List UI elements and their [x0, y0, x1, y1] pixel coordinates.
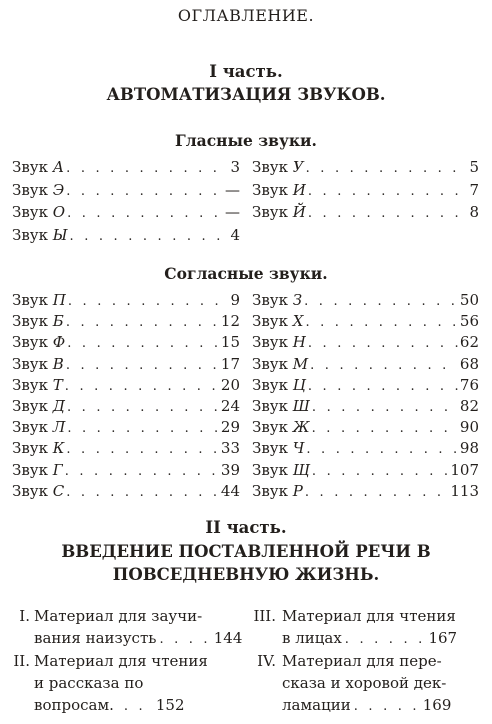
toc-entry	[12, 355, 240, 375]
toc-entry	[252, 397, 479, 417]
material-line: Материал для пере-	[282, 652, 442, 670]
entry-label	[12, 376, 63, 394]
leader-dots	[310, 358, 458, 373]
entry-prefix: Звук	[252, 375, 288, 394]
page-number: 56	[459, 312, 479, 331]
leader-dots	[66, 442, 219, 457]
entry-sound-letter: Ж	[292, 418, 310, 437]
toc-entry	[12, 418, 240, 438]
entry-label	[252, 461, 310, 479]
page-number: —	[225, 180, 240, 199]
page-number: 15	[220, 333, 240, 352]
page-number: 7	[469, 180, 479, 199]
entry-label	[12, 158, 64, 176]
vowels-heading: Гласные звуки.	[175, 131, 317, 150]
entry-prefix: Звук	[12, 439, 48, 458]
entry-prefix: Звук	[252, 158, 288, 176]
leader-dots	[65, 379, 219, 394]
entry-label	[252, 158, 304, 176]
entry-label	[12, 482, 64, 500]
entry-label	[252, 203, 306, 221]
entry-label	[12, 418, 65, 436]
entry-label	[252, 355, 308, 373]
entry-label	[252, 376, 306, 394]
toc-entry	[252, 439, 479, 459]
toc-entry	[12, 203, 240, 223]
entry-prefix: Звук	[12, 460, 48, 479]
leader-dots	[305, 315, 457, 330]
page-number: 5	[469, 158, 479, 176]
page-number: 3	[230, 158, 240, 176]
material-number: III.	[253, 607, 276, 625]
leader-dots	[312, 464, 448, 479]
entry-label	[12, 226, 68, 244]
entry-sound-letter: Л	[52, 418, 66, 437]
material-line: Материал для чтения	[282, 607, 456, 625]
page-number: 50	[459, 291, 479, 309]
entry-prefix: Звук	[12, 291, 48, 309]
leader-dots: . . . .	[159, 632, 211, 647]
page-number: 44	[220, 481, 240, 500]
entry-label	[12, 333, 65, 351]
entry-sound-letter: Д	[52, 397, 65, 415]
entry-prefix: Звук	[252, 333, 288, 352]
entry-sound-letter: Щ	[292, 460, 310, 479]
entry-label	[252, 482, 303, 500]
entry-prefix: Звук	[12, 375, 48, 394]
material-line: Материал для заучи-	[34, 607, 203, 625]
toc-entry	[12, 226, 240, 246]
entry-sound-letter: Э	[52, 180, 65, 199]
entry-sound-letter: Х	[292, 312, 304, 331]
part2-title-line1: ВВЕДЕНИЕ ПОСТАВЛЕННОЙ РЕЧИ В	[61, 542, 431, 561]
material-line: сказа и хоровой дек-	[282, 674, 447, 692]
leader-dots	[66, 485, 219, 500]
toc-entry	[12, 397, 240, 417]
page-number: 82	[459, 397, 479, 415]
entry-label	[12, 312, 64, 330]
page-number: 152	[155, 696, 185, 714]
toc-entry	[252, 312, 479, 332]
leader-dots: . . . . .	[353, 699, 420, 714]
toc-entry	[252, 482, 479, 502]
page-number: 169	[422, 696, 452, 714]
leader-dots	[304, 294, 458, 309]
material-item	[250, 650, 488, 720]
consonants-heading: Согласные звуки.	[164, 264, 328, 283]
leader-dots	[66, 184, 223, 199]
page-number: 17	[220, 354, 240, 373]
material-number: I.	[19, 607, 30, 625]
entry-prefix: Звук	[12, 418, 48, 437]
toc-entry	[252, 418, 479, 438]
toc-entry	[252, 158, 479, 178]
entry-sound-letter: С	[52, 481, 65, 500]
page-number: 62	[459, 333, 479, 352]
leader-dots	[306, 442, 458, 457]
entry-prefix: Звук	[12, 397, 48, 415]
leader-dots	[308, 336, 458, 351]
entry-prefix: Звук	[252, 439, 288, 458]
material-line: и рассказа по	[34, 674, 144, 692]
toc-title: ОГЛАВЛЕНИЕ.	[177, 6, 315, 25]
toc-entry	[252, 203, 479, 223]
page-number: 9	[230, 291, 240, 309]
material-line: ламации	[282, 696, 351, 714]
entry-prefix: Звук	[12, 354, 48, 373]
entry-label	[252, 312, 303, 330]
entry-sound-letter: О	[52, 203, 66, 221]
page-number: 90	[459, 418, 479, 437]
toc-entry	[12, 158, 240, 178]
leader-dots	[308, 184, 468, 199]
part1-title: АВТОМАТИЗАЦИЯ ЗВУКОВ.	[106, 85, 386, 104]
page-number: 76	[459, 375, 479, 394]
entry-label	[252, 397, 310, 415]
toc-entry	[12, 439, 240, 459]
leader-dots: . .	[123, 699, 146, 714]
leader-dots	[67, 336, 219, 351]
page-number: 8	[469, 203, 479, 221]
entry-sound-letter: Ш	[292, 397, 310, 415]
entry-label	[252, 418, 310, 436]
entry-prefix: Звук	[252, 481, 288, 500]
leader-dots	[308, 379, 458, 394]
entry-prefix: Звук	[12, 180, 48, 199]
entry-label	[252, 439, 304, 457]
entry-prefix: Звук	[252, 354, 288, 373]
entry-prefix: Звук	[252, 460, 288, 479]
material-number: II.	[13, 652, 30, 670]
entry-prefix: Звук	[252, 180, 288, 199]
entry-sound-letter: Ц	[292, 375, 306, 394]
entry-sound-letter: Ч	[292, 439, 305, 458]
toc-entry	[12, 181, 240, 201]
entry-prefix: Звук	[12, 158, 48, 176]
toc-entry	[252, 376, 479, 396]
toc-entry	[252, 355, 479, 375]
entry-sound-letter: Ы	[52, 225, 68, 244]
leader-dots: . . . . . .	[344, 632, 426, 647]
entry-label	[252, 181, 306, 199]
page-number: 98	[459, 439, 479, 458]
entry-sound-letter: А	[52, 158, 65, 176]
toc-entry	[12, 376, 240, 396]
entry-prefix: Звук	[252, 291, 288, 309]
leader-dots	[68, 294, 229, 309]
page-number: —	[225, 203, 240, 221]
page-number: 113	[450, 481, 479, 500]
material-line: в лицах	[282, 629, 342, 647]
part2-heading: II часть.	[205, 518, 287, 537]
material-line: вания наизусть	[34, 629, 157, 647]
entry-sound-letter: И	[292, 180, 306, 199]
material-line: вопросам.	[34, 696, 114, 714]
leader-dots	[70, 229, 229, 244]
entry-sound-letter: Г	[52, 460, 63, 479]
entry-sound-letter: Н	[292, 333, 306, 352]
leader-dots	[66, 315, 219, 330]
entry-sound-letter: М	[292, 354, 309, 373]
leader-dots	[67, 421, 219, 436]
entry-sound-letter: Й	[292, 203, 306, 221]
page-number: 107	[450, 460, 479, 479]
part1-heading: I часть.	[209, 62, 283, 81]
entry-prefix: Звук	[252, 418, 288, 437]
page-number: 29	[220, 418, 240, 437]
entry-label	[12, 291, 66, 309]
leader-dots	[312, 421, 458, 436]
entry-label	[252, 333, 306, 351]
toc-entry	[252, 181, 479, 201]
entry-prefix: Звук	[12, 481, 48, 500]
entry-prefix: Звук	[12, 225, 48, 244]
material-item	[10, 605, 242, 650]
material-item	[250, 605, 488, 650]
toc-entry	[12, 333, 240, 353]
entry-label	[12, 181, 64, 199]
entry-label	[252, 291, 302, 309]
material-number: IV.	[257, 652, 276, 670]
page-number: 24	[220, 397, 240, 415]
toc-entry	[252, 461, 479, 481]
leader-dots	[305, 485, 448, 500]
entry-sound-letter: В	[52, 354, 64, 373]
page-number: 12	[220, 312, 240, 331]
part2-title-line2: ПОВСЕДНЕВНУЮ ЖИЗНЬ.	[112, 565, 380, 584]
entry-prefix: Звук	[12, 333, 48, 352]
entry-sound-letter: Т	[52, 375, 63, 394]
toc-entry	[12, 461, 240, 481]
entry-prefix: Звук	[252, 397, 288, 415]
page-number: 4	[230, 225, 240, 244]
leader-dots	[67, 206, 223, 221]
toc-entry	[252, 291, 479, 311]
leader-dots	[66, 358, 219, 373]
leader-dots	[66, 161, 228, 176]
leader-dots	[312, 400, 458, 415]
entry-sound-letter: З	[292, 291, 303, 309]
entry-prefix: Звук	[252, 203, 288, 221]
leader-dots	[308, 206, 468, 221]
entry-sound-letter: Ф	[52, 333, 66, 352]
toc-entry	[12, 482, 240, 502]
entry-prefix: Звук	[12, 312, 48, 331]
material-line: Материал для чтения	[34, 652, 208, 670]
entry-prefix: Звук	[252, 312, 288, 331]
leader-dots	[65, 464, 219, 479]
entry-label	[12, 355, 64, 373]
entry-label	[12, 397, 65, 415]
page-number: 33	[220, 439, 240, 458]
material-item	[4, 650, 242, 720]
page-number: 167	[428, 629, 458, 647]
leader-dots	[67, 400, 219, 415]
page-number: 20	[220, 375, 240, 394]
entry-label	[12, 461, 63, 479]
toc-entry	[12, 312, 240, 332]
entry-prefix: Звук	[12, 203, 48, 221]
page-number: 39	[220, 460, 240, 479]
entry-sound-letter: Р	[292, 481, 303, 500]
page-number: 68	[459, 354, 479, 373]
entry-sound-letter: Б	[52, 312, 64, 331]
leader-dots	[306, 161, 468, 176]
page-number: 144	[213, 629, 243, 647]
entry-sound-letter: У	[292, 158, 304, 176]
toc-entry	[252, 333, 479, 353]
entry-sound-letter: П	[52, 291, 66, 309]
entry-sound-letter: К	[52, 439, 65, 458]
toc-entry	[12, 291, 240, 311]
entry-label	[12, 439, 64, 457]
entry-label	[12, 203, 65, 221]
